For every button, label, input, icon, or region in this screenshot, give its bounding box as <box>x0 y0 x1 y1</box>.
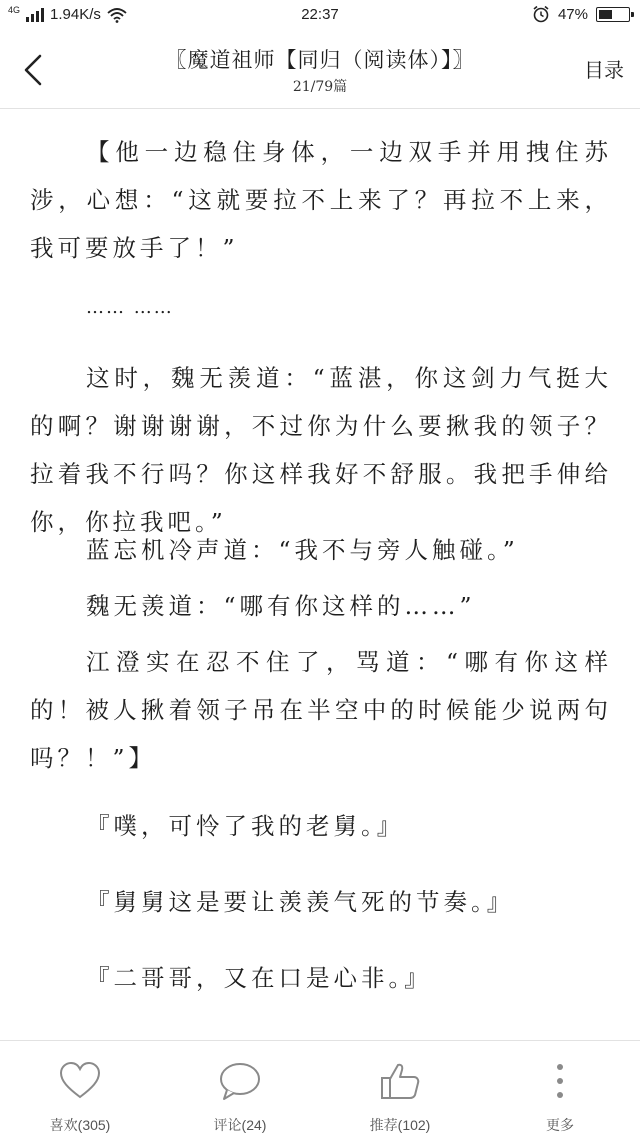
paragraph: 【他一边稳住身体，一边双手并用拽住苏涉，心想：“这就要拉不上来了？再拉不上来，我可要放手了！” <box>30 138 612 262</box>
more-button[interactable] <box>480 1041 640 1139</box>
vertical-dots-icon <box>538 1059 582 1103</box>
bottom-action-bar <box>0 1040 640 1139</box>
chevron-left-icon <box>16 50 52 90</box>
status-bar <box>0 0 640 32</box>
back-button[interactable] <box>16 50 52 90</box>
recommend-label: 推荐(102) <box>369 1117 431 1133</box>
status-right <box>532 5 630 23</box>
battery-level <box>599 10 612 19</box>
thumbs-up-icon <box>378 1059 422 1103</box>
comment-label: 评论(24) <box>213 1117 267 1133</box>
comment-button[interactable] <box>160 1041 320 1139</box>
more-label: 更多 <box>546 1117 574 1133</box>
paragraph-ellipsis: …… …… <box>86 297 174 318</box>
toc-button[interactable]: 目录 <box>584 58 624 82</box>
like-button[interactable] <box>0 1041 160 1139</box>
heart-icon <box>58 1059 102 1103</box>
comment-line: 『二哥哥，又在口是心非。』 <box>86 964 432 992</box>
chapter-progress: 21/79篇 <box>292 79 348 95</box>
network-type: 4G <box>8 5 21 15</box>
comment-line: 『噗，可怜了我的老舅。』 <box>86 812 405 840</box>
reading-content <box>0 108 640 1040</box>
speech-bubble-icon <box>218 1059 262 1103</box>
paragraph: 蓝忘机冷声道：“我不与旁人触碰。” <box>86 536 519 564</box>
recommend-button[interactable] <box>320 1041 480 1139</box>
status-time: 22:37 <box>301 6 339 23</box>
like-label: 喜欢(305) <box>49 1117 111 1133</box>
network-speed: 1.94K/s <box>50 6 101 23</box>
comment-line: 『舅舅这是要让羡羡气死的节奏。』 <box>86 888 515 916</box>
book-title: 〖魔道祖师【同归（阅读体）】〗 <box>165 48 475 72</box>
paragraph: 魏无羡道：“哪有你这样的……” <box>86 592 476 620</box>
paragraph: 江澄实在忍不住了，骂道：“哪有你这样的！被人揪着领子吊在半空中的时候能少说两句吗？！”】 <box>30 648 612 772</box>
paragraph: 这时，魏无羡道：“蓝湛，你这剑力气挺大的啊？谢谢谢谢，不过你为什么要揪我的领子？拉着我不行吗？你这样我好不舒服。我把手伸给你，你拉我吧。” <box>30 364 612 536</box>
battery-icon <box>596 7 630 22</box>
alarm-icon <box>532 5 550 23</box>
reader-header <box>0 32 640 109</box>
battery-percent: 47% <box>557 5 588 23</box>
